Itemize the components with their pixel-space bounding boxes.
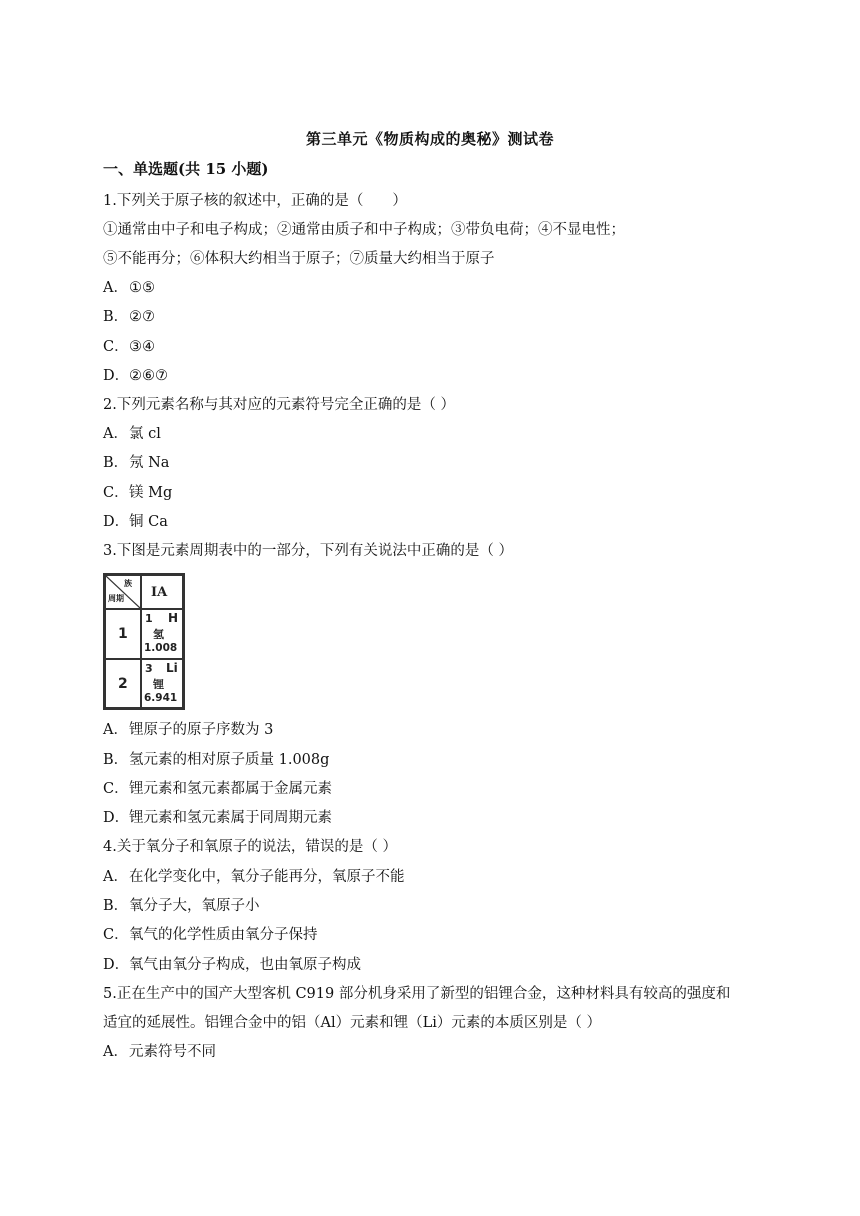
question-4-option-d: D．氧气由氧分子构成，也由氧原子构成 [103,957,361,973]
question-1-stem: 1.下列关于原子核的叙述中，正确的是（ ） [103,193,407,209]
element-hydrogen-cell [141,609,183,659]
question-4-option-b: B．氧分子大，氧原子小 [103,898,260,914]
header-period-label: 周期 [108,594,124,603]
question-2-option-a: A．氯 cl [103,426,161,442]
element-lithium-cell [141,659,183,708]
question-5-stem: 5.正在生产中的国产大型客机 C919 部分机身采用了新型的铝锂合金，这种材料具有较高的强度和 [103,986,731,1002]
section-heading: 一、单选题(共 15 小题) [103,160,269,178]
hydrogen-name: 氢 [153,628,164,641]
question-3-option-d: D．锂元素和氢元素属于同周期元素 [103,810,332,826]
question-5-stem-line2: 适宜的延展性。铝锂合金中的铝（Al）元素和锂（Li）元素的本质区别是（ ） [103,1015,601,1031]
page-title: 第三单元《物质构成的奥秘》测试卷 [305,130,554,148]
period-2-label: 2 [118,676,128,692]
question-3-option-b: B．氢元素的相对原子质量 1.008g [103,752,330,768]
question-1-option-b: B．②⑦ [103,309,155,325]
period-1-label: 1 [118,626,128,642]
question-1-option-a: A．①⑤ [103,280,155,296]
lithium-name: 锂 [153,678,164,691]
period-1-cell [105,609,141,659]
question-4-option-c: C．氧气的化学性质由氧分子保持 [103,927,318,943]
question-1-stem-line2: ①通常由中子和电子构成；②通常由质子和中子构成；③带负电荷；④不显电性； [103,222,625,238]
question-3-stem: 3.下图是元素周期表中的一部分，下列有关说法中正确的是（ ） [103,543,513,559]
question-2-option-b: B．氖 Na [103,455,170,471]
question-1-option-d: D．②⑥⑦ [103,368,168,384]
period-2-cell [105,659,141,708]
hydrogen-number: 1 [145,612,153,625]
lithium-symbol: Li [166,661,178,675]
question-4-option-a: A．在化学变化中，氧分子能再分，氧原子不能 [103,869,405,885]
question-3-option-c: C．锂元素和氢元素都属于金属元素 [103,781,332,797]
question-3-option-a: A．锂原子的原子序数为 3 [103,722,274,738]
group-label: IA [151,585,168,600]
question-4-stem: 4.关于氧分子和氧原子的说法，错误的是（ ） [103,839,397,855]
hydrogen-mass: 1.008 [144,642,178,654]
question-2-stem: 2.下列元素名称与其对应的元素符号完全正确的是（ ） [103,397,455,413]
hydrogen-symbol: H [168,611,179,625]
question-1-option-c: C．③④ [103,339,155,355]
lithium-number: 3 [145,662,153,675]
question-2-option-c: C．镁 Mg [103,485,173,501]
periodic-table-figure [103,573,185,710]
header-group-label: 族 [124,579,132,588]
header-diagonal-cell [105,575,141,609]
question-2-option-d: D．铜 Ca [103,514,168,530]
lithium-mass: 6.941 [144,692,178,704]
question-5-option-a: A．元素符号不同 [103,1044,216,1060]
group-header-cell [141,575,183,609]
question-1-stem-line3: ⑤不能再分；⑥体积大约相当于原子；⑦质量大约相当于原子 [103,251,495,267]
